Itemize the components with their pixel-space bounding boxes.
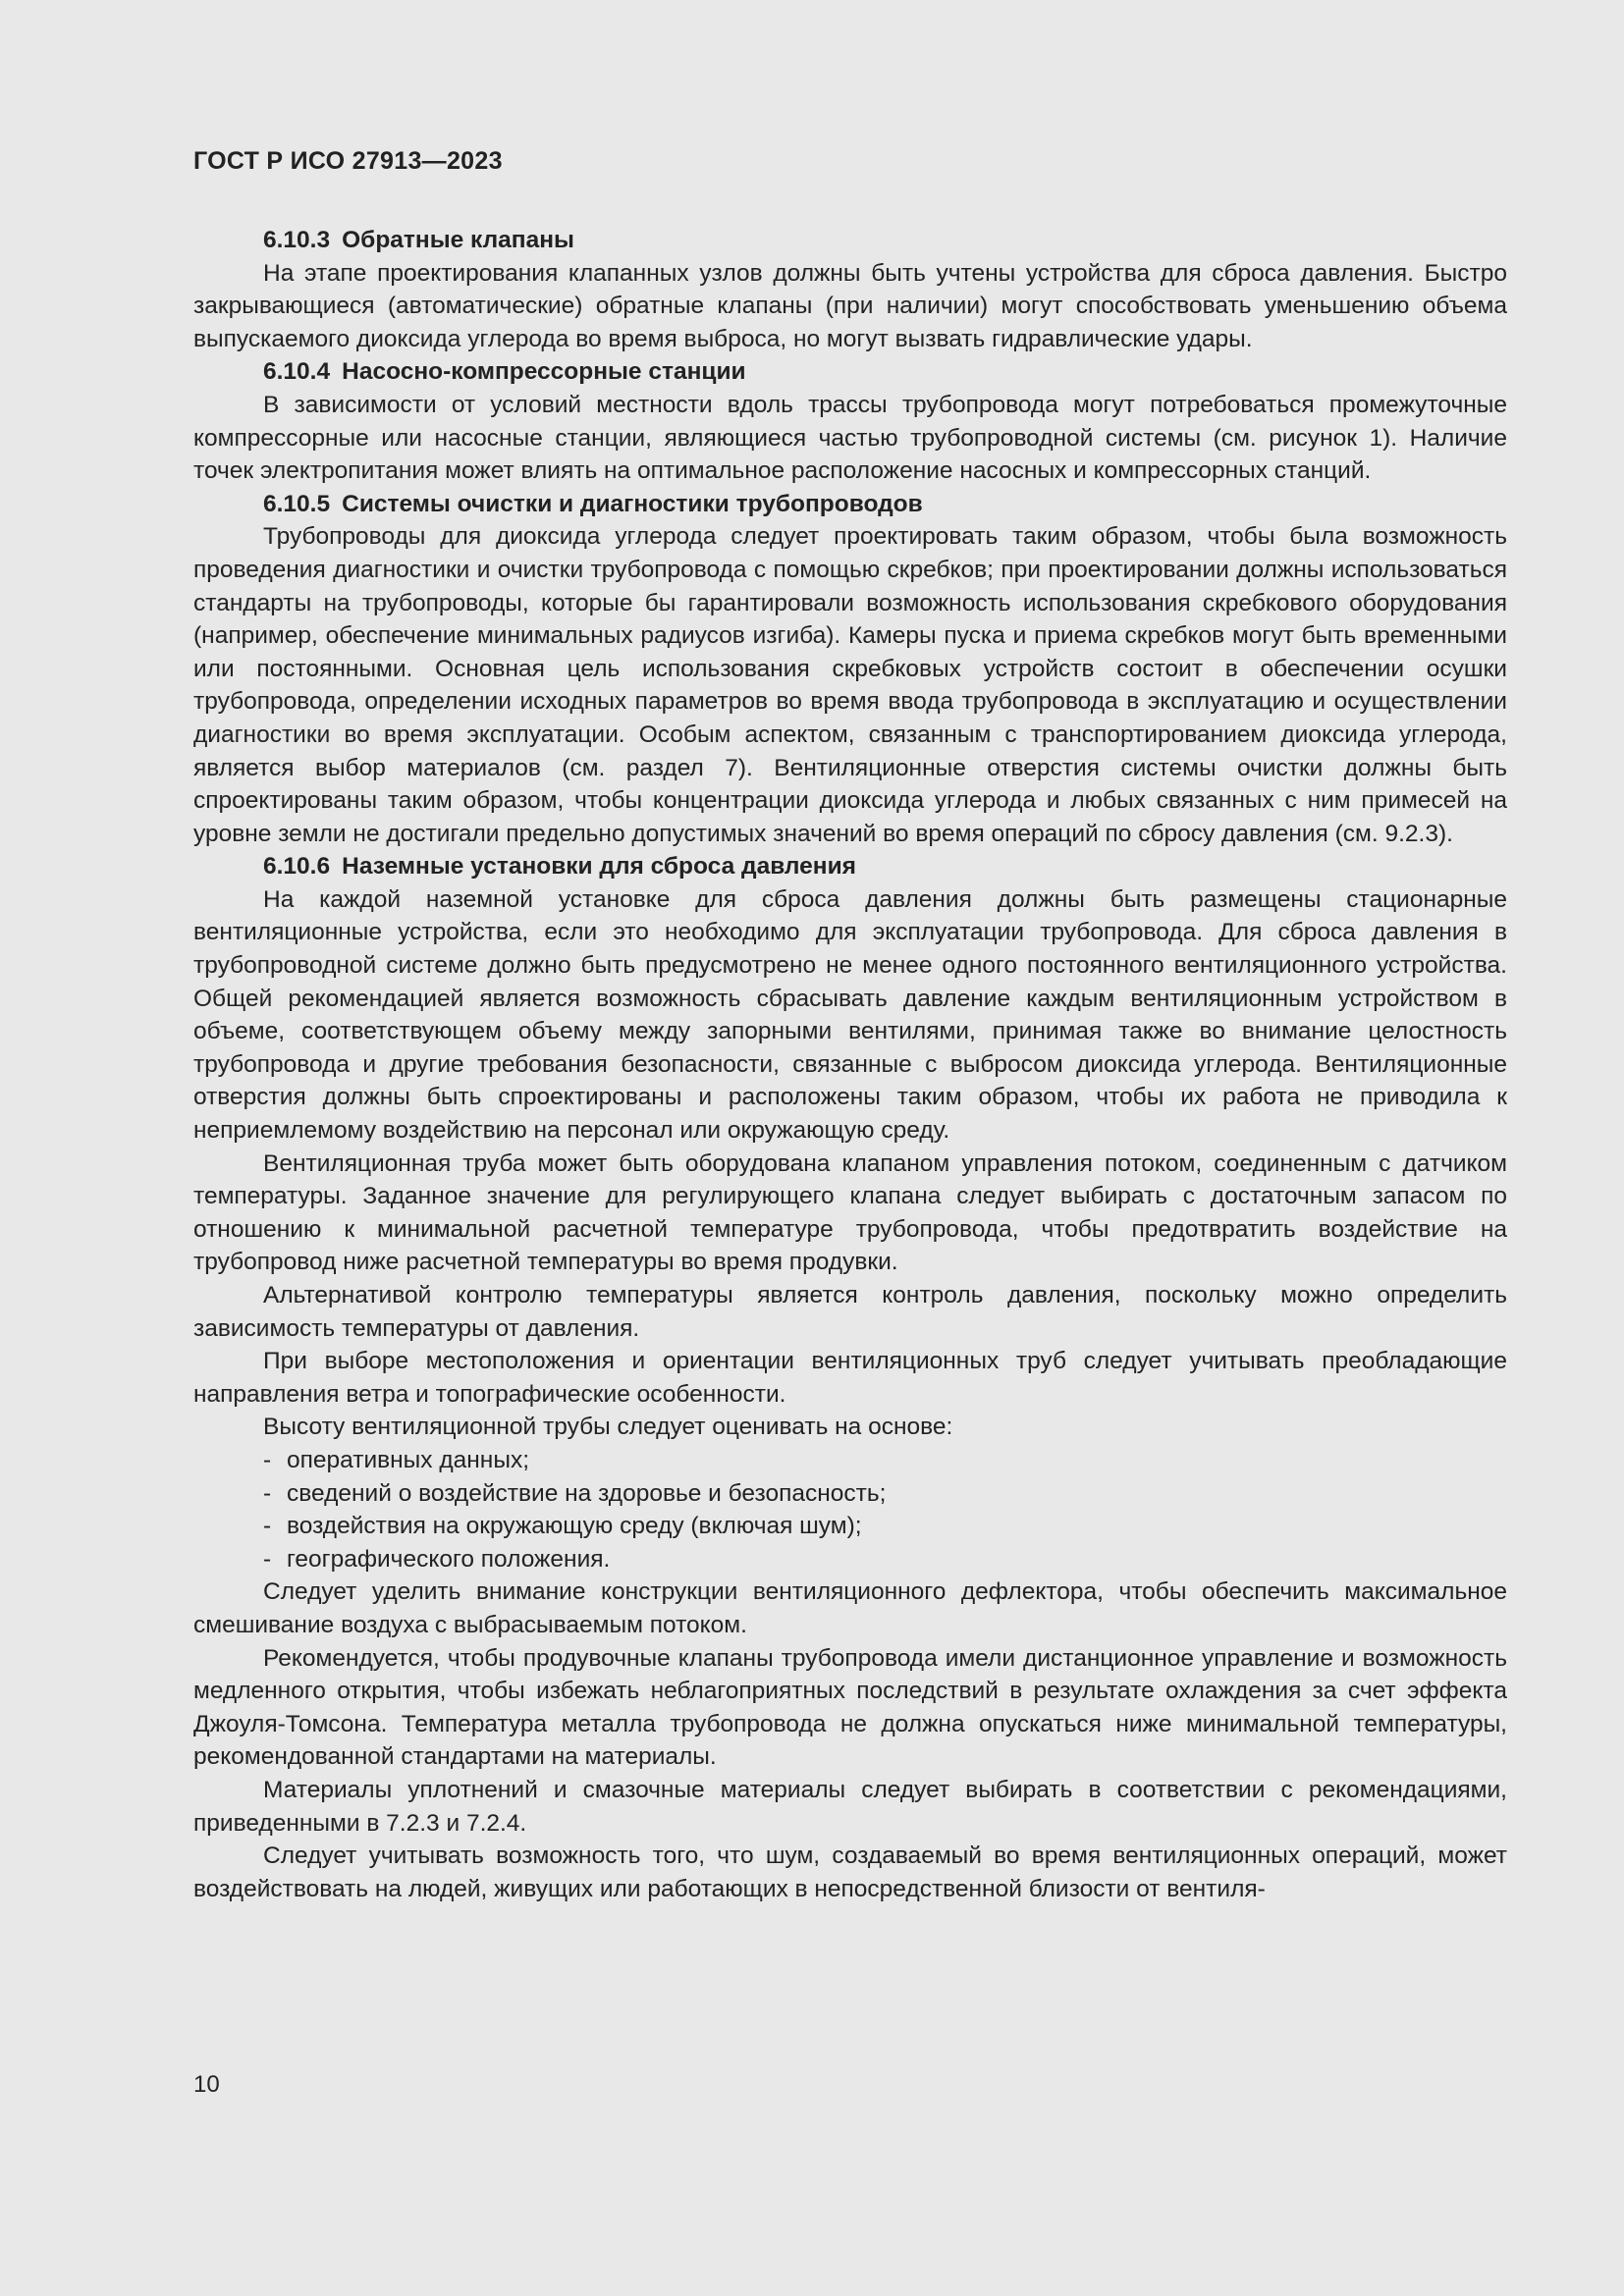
section-title: Насосно-компрессорные станции <box>342 358 746 386</box>
bullet-list <box>193 1444 1507 1575</box>
paragraph: Трубопроводы для диоксида углерода следует проектировать таким образом, чтобы была возможность проведения диагностики и очистки трубопровода с помощью скребков; при проектировании должны использоваться стандарты на трубопроводы, которые бы гарантировали возможность использования скребкового оборудования (например, обеспечение минимальных радиусов изгиба). Камеры пуска и приема скребков могут быть временными или постоянными. Основная цель использования скребковых устройств состоит в обеспечении осушки трубопровода, определении исходных параметров во время ввода трубопровода в эксплуатацию и осуществлении диагностики во время эксплуатации. Особым аспектом, связанным с транспортированием диоксида углерода, является выбор материалов (см. раздел 7). Вентиляционные отверстия системы очистки должны быть спроектированы таким образом, чтобы концентрации диоксида углерода и любых связанных с ним примесей на уровне земли не достигали предельно допустимых значений во время операций по сбросу давления (см. 9.2.3). <box>193 523 1507 847</box>
page-number: 10 <box>193 2071 220 2098</box>
list-item: - воздействия на окружающую среду (включая шум); <box>263 1510 1507 1543</box>
section-title: Обратные клапаны <box>342 227 574 253</box>
list-item: - оперативных данных; <box>263 1444 1507 1477</box>
paragraph: Вентиляционная труба может быть оборудована клапаном управления потоком, соединенным с датчиком температуры. Заданное значение для регулирующего клапана следует выбирать с достаточным запасом по отношению к минимальной расчетной температуре трубопровода, чтобы предотвратить воздействие на трубопровод ниже расчетной температуры во время продувки. <box>193 1149 1507 1276</box>
document-body <box>193 224 1507 1905</box>
section-heading-6-10-4 <box>193 355 1507 389</box>
section-title: Системы очистки и диагностики трубопроводов <box>342 490 923 517</box>
paragraph: На этапе проектирования клапанных узлов должны быть учтены устройства для сброса давления. Быстро закрывающиеся (автоматические) обратные клапаны (при наличии) могут способствовать уменьшению объема выпускаемого диоксида углерода во время выброса, но могут вызвать гидравлические удары. <box>193 259 1507 352</box>
paragraph: Следует уделить внимание конструкции вентиляционного дефлектора, чтобы обеспечить максимальное смешивание воздуха с выбрасываемым потоком. <box>193 1578 1507 1638</box>
section-heading-6-10-5 <box>193 488 1507 521</box>
section-title: Наземные установки для сброса давления <box>342 853 856 881</box>
section-heading-6-10-3 <box>193 224 1507 257</box>
paragraph: Высоту вентиляционной трубы следует оценивать на основе: <box>263 1414 953 1441</box>
paragraph: Альтернативой контролю температуры является контроль давления, поскольку можно определить зависимость температуры от давления. <box>193 1282 1507 1342</box>
paragraph: В зависимости от условий местности вдоль трассы трубопровода могут потребоваться промежуточные компрессорные или насосные станции, являющиеся частью трубопроводной системы (см. рисунок 1). Наличие точек электропитания может влиять на оптимальное расположение насосных и компрессорных станций. <box>193 391 1507 485</box>
paragraph: На каждой наземной установке для сброса давления должны быть размещены стационарные вентиляционные устройства, если это необходимо для эксплуатации трубопровода. Для сброса давления в трубопроводной системе должно быть предусмотрено не менее одного постоянного вентиляционного устройства. Общей рекомендацией является возможность сбрасывать давление каждым вентиляционным устройством в объеме, соответствующем объему между запорными вентилями, принимая также во внимание целостность трубопровода и другие требования безопасности, связанные с выбросом диоксида углерода. Вентиляционные отверстия должны быть спроектированы и расположены таким образом, чтобы их работа не приводила к неприемлемому воздействию на персонал или окружающую среду. <box>193 885 1507 1145</box>
list-item: - географического положения. <box>263 1543 1507 1576</box>
section-number: 6.10.3 <box>263 227 331 253</box>
section-number: 6.10.6 <box>263 853 331 881</box>
paragraph: При выборе местоположения и ориентации вентиляционных труб следует учитывать преобладающие направления ветра и топографические особенности. <box>193 1348 1507 1408</box>
section-heading-6-10-6 <box>193 850 1507 883</box>
section-number: 6.10.4 <box>263 358 331 386</box>
paragraph: Материалы уплотнений и смазочные материалы следует выбирать в соответствии с рекомендациями, приведенными в 7.2.3 и 7.2.4. <box>193 1776 1507 1837</box>
document-header: ГОСТ Р ИСО 27913—2023 <box>193 147 503 175</box>
list-item: - сведений о воздействие на здоровье и безопасность; <box>263 1477 1507 1511</box>
paragraph: Рекомендуется, чтобы продувочные клапаны трубопровода имели дистанционное управление и возможность медленного открытия, чтобы избежать неблагоприятных последствий в результате охлаждения за счет эффекта Джоуля-Томсона. Температура металла трубопровода не должна опускаться ниже минимальной температуры, рекомендованной стандартами на материалы. <box>193 1644 1507 1771</box>
section-number: 6.10.5 <box>263 490 331 517</box>
paragraph: Следует учитывать возможность того, что шум, создаваемый во время вентиляционных операций, может воздействовать на людей, живущих или работающих в непосредственной близости от вентиля- <box>193 1842 1507 1902</box>
